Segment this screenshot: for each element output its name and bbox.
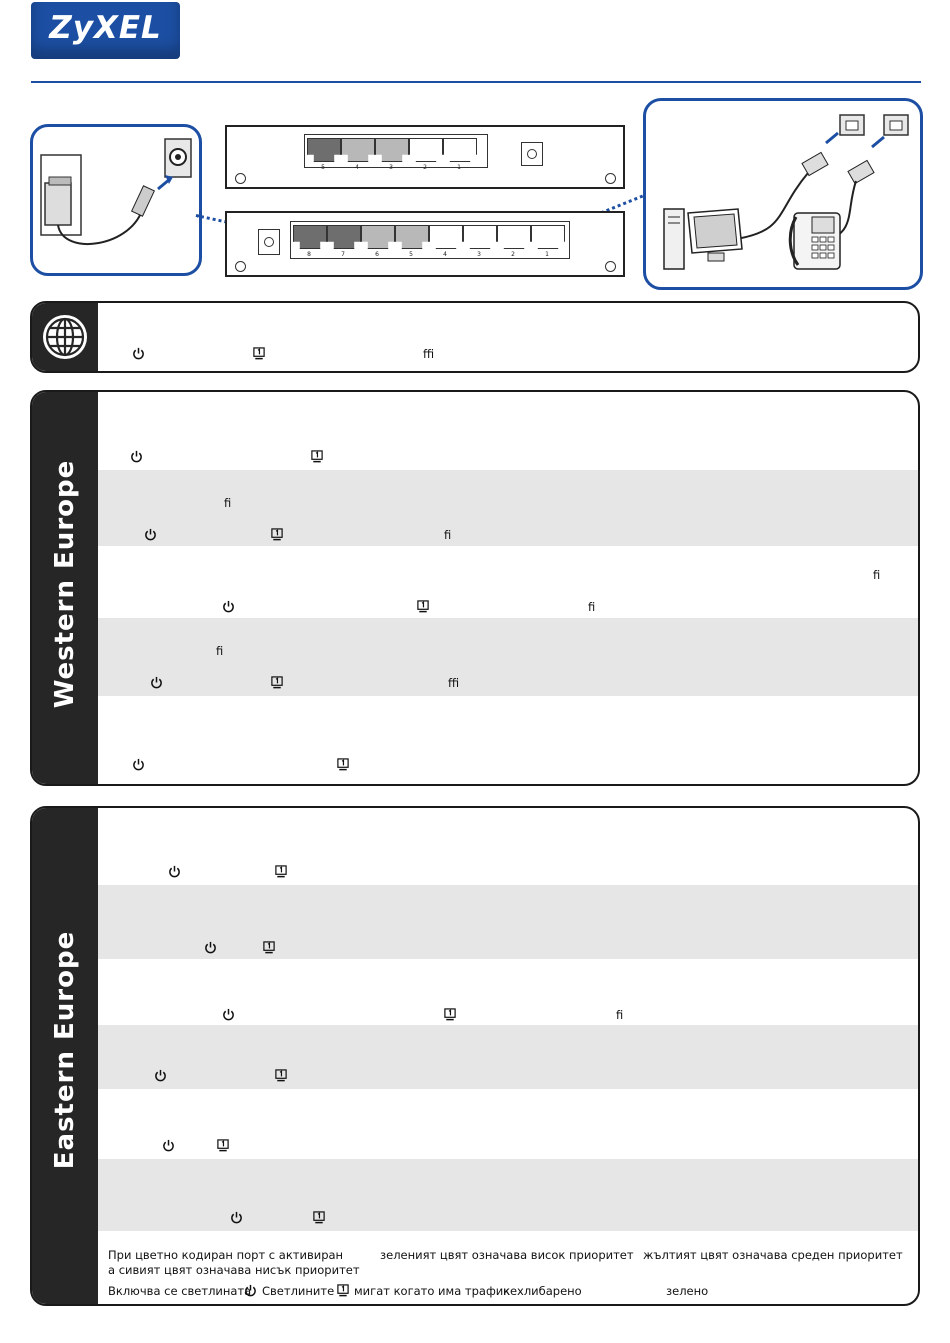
ligature-text: ﬁ — [588, 600, 596, 614]
eastern-europe-label: Eastern Europe — [50, 930, 80, 1170]
screw — [605, 173, 616, 184]
power-jack — [258, 229, 280, 255]
logo-text: ZyXEL — [49, 10, 162, 46]
link-icon — [252, 347, 266, 363]
ligature-text: ﬃ — [448, 676, 460, 690]
power-icon — [162, 1139, 175, 1155]
power-icon — [244, 1284, 257, 1300]
power-icon — [144, 528, 157, 544]
port-number: 3 — [389, 164, 393, 171]
power-icon — [230, 1211, 243, 1227]
link-icon — [274, 1069, 288, 1085]
port-number: 5 — [321, 164, 325, 171]
eastern-row-5 — [98, 1089, 918, 1159]
bg-line-3e: зелено — [666, 1284, 709, 1298]
switch-8-port-panel — [225, 211, 625, 277]
power-icon — [154, 1069, 167, 1085]
network-devices-illustration — [646, 101, 920, 287]
port-number: 2 — [511, 251, 515, 258]
panel-sidebar — [32, 303, 98, 371]
link-icon — [274, 865, 288, 881]
ligature-text: ﬁ — [616, 1008, 624, 1022]
eastern-row-6 — [98, 1159, 918, 1231]
eastern-row-3 — [98, 959, 918, 1025]
screw — [235, 173, 246, 184]
port-number: 5 — [409, 251, 413, 258]
screw — [235, 261, 246, 272]
bg-line-1a: При цветно кодиран порт с активиран — [108, 1248, 344, 1262]
link-icon — [336, 758, 350, 774]
bg-line-3d: кехлибарено — [503, 1284, 582, 1298]
bg-line-3a: Включва се светлината — [108, 1284, 252, 1298]
network-devices-callout — [643, 98, 923, 290]
link-icon — [336, 1284, 350, 1300]
western-row-4 — [98, 618, 918, 696]
bg-line-3b: Светлините — [262, 1284, 335, 1298]
western-europe-panel — [30, 390, 920, 786]
western-row-2 — [98, 470, 918, 546]
eastern-row-7-bulgarian — [98, 1231, 918, 1304]
link-icon — [216, 1139, 230, 1155]
western-row-1 — [98, 392, 918, 470]
link-icon — [310, 450, 324, 466]
western-row-3 — [98, 546, 918, 618]
eastern-row-4 — [98, 1025, 918, 1089]
ligature-text: ﬁ — [873, 568, 881, 582]
power-adapter-illustration — [33, 127, 199, 273]
port-number: 3 — [477, 251, 481, 258]
power-icon — [132, 758, 145, 774]
ligature-text: ﬃ — [423, 347, 435, 361]
power-icon — [222, 1008, 235, 1024]
port-number: 1 — [545, 251, 549, 258]
eastern-europe-panel — [30, 806, 920, 1306]
screw — [605, 261, 616, 272]
link-icon — [312, 1211, 326, 1227]
western-row-5 — [98, 696, 918, 784]
ligature-text: ﬁ — [224, 496, 232, 510]
bg-line-3c: мигат когато има трафик — [354, 1284, 511, 1298]
bg-line-1c: жълтият цвят означава среден приоритет — [643, 1248, 903, 1262]
power-icon — [204, 941, 217, 957]
link-icon — [270, 528, 284, 544]
port-number: 8 — [307, 251, 311, 258]
ligature-text: ﬁ — [444, 528, 452, 542]
port-number: 2 — [423, 164, 427, 171]
eastern-row-2 — [98, 885, 918, 959]
power-icon — [168, 865, 181, 881]
power-icon — [130, 450, 143, 466]
link-icon — [416, 600, 430, 616]
switch-5-port-panel — [225, 125, 625, 189]
eastern-row-1 — [98, 808, 918, 885]
power-icon — [150, 676, 163, 692]
zyxel-logo — [31, 2, 180, 59]
port-number: 6 — [375, 251, 379, 258]
power-icon — [222, 600, 235, 616]
bg-line-2: а сивият цвят означава нисък приоритет — [108, 1263, 360, 1277]
power-jack — [521, 142, 543, 166]
western-europe-label: Western Europe — [50, 459, 80, 709]
port-number: 4 — [443, 251, 447, 258]
port-number: 1 — [457, 164, 461, 171]
header-rule — [31, 81, 921, 83]
panel-sidebar — [32, 392, 98, 784]
power-adapter-callout — [30, 124, 202, 276]
globe-icon — [32, 303, 98, 371]
link-icon — [443, 1008, 457, 1024]
port-number: 4 — [355, 164, 359, 171]
panel-sidebar — [32, 808, 98, 1304]
general-panel — [30, 301, 920, 373]
port-number: 7 — [341, 251, 345, 258]
bg-line-1b: зеленият цвят означава висок приоритет — [380, 1248, 634, 1262]
ligature-text: ﬁ — [216, 644, 224, 658]
power-icon — [132, 347, 145, 363]
link-icon — [262, 941, 276, 957]
link-icon — [270, 676, 284, 692]
